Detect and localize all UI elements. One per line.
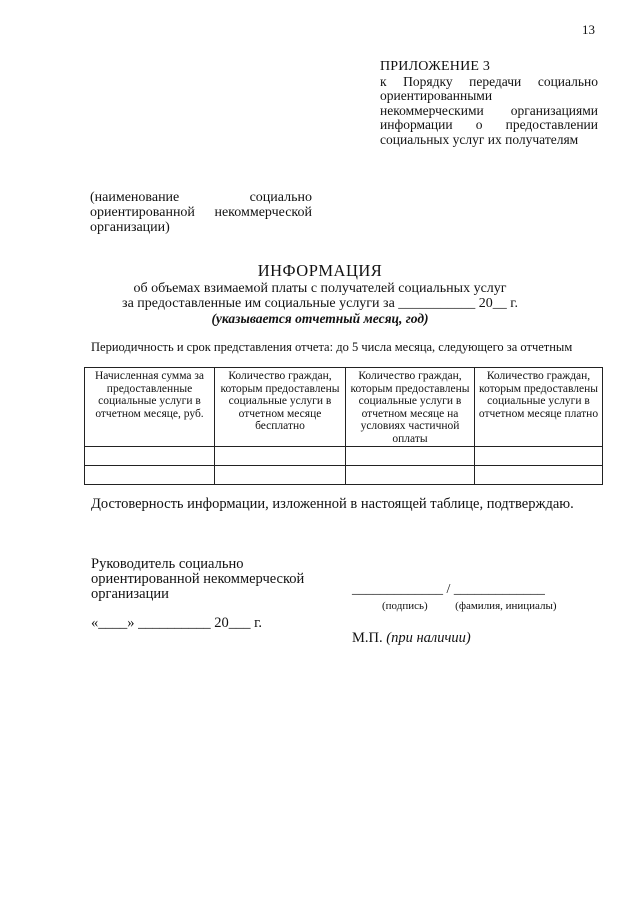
stamp-prefix: М.П. xyxy=(352,630,383,646)
table-cell[interactable] xyxy=(475,466,603,485)
table-row xyxy=(85,447,603,466)
appendix-title: ПРИЛОЖЕНИЕ 3 xyxy=(380,59,491,74)
table-cell[interactable] xyxy=(215,447,346,466)
stamp-note: (при наличии) xyxy=(386,630,471,646)
subtitle-line-2: за предоставленные им социальные услуги за ___________ 20__ г. xyxy=(122,296,518,311)
table-cell[interactable] xyxy=(215,466,346,485)
report-table xyxy=(84,367,603,485)
date-line: «____» __________ 20___ г. xyxy=(91,615,263,631)
table-cell[interactable] xyxy=(85,466,215,485)
table-header-row xyxy=(85,368,603,447)
subtitle-hint: (указывается отчетный месяц, год) xyxy=(211,311,429,326)
subtitle-line-1: об объемах взимаемой платы с получателей социальных услуг xyxy=(133,281,507,296)
document-subtitle xyxy=(0,281,640,326)
periodicity-text: Периодичность и срок представления отчета: до 5 числа месяца, следующего за отчетным xyxy=(91,340,573,354)
appendix-text: к Порядку передачи социально ориентированными некоммерческими организациями информации о предоставлении социальных услуг их получателям xyxy=(380,73,598,147)
column-header-paid: Количество граждан, которым предоставлены социальные услуги в отчетном месяце платно xyxy=(475,368,603,447)
signature-labels xyxy=(382,600,557,612)
signature-label-sign: (подпись) xyxy=(382,600,428,612)
head-signature-label: Руководитель социально ориентированной некоммерческой организации xyxy=(91,556,305,602)
table-cell[interactable] xyxy=(346,466,475,485)
table-cell[interactable] xyxy=(85,447,215,466)
column-header-partial: Количество граждан, которым предоставлены социальные услуги в отчетном месяце на условиях частичной оплаты xyxy=(346,368,475,447)
table-cell[interactable] xyxy=(346,447,475,466)
organization-name-label: (наименование социально ориентированной некоммерческой организации) xyxy=(90,190,312,235)
page-number: 13 xyxy=(582,22,595,37)
table-row xyxy=(85,466,603,485)
signature-line: _____________ / _____________ xyxy=(352,582,545,597)
table-cell[interactable] xyxy=(475,447,603,466)
document-title: ИНФОРМАЦИЯ xyxy=(257,261,383,280)
column-header-free: Количество граждан, которым предоставлены социальные услуги в отчетном месяце бесплатно xyxy=(215,368,346,447)
column-header-amount: Начисленная сумма за предоставленные социальные услуги в отчетном месяце, руб. xyxy=(85,368,215,447)
signature-label-name: (фамилия, инициалы) xyxy=(455,600,557,612)
stamp-placeholder xyxy=(352,630,471,647)
appendix-block xyxy=(380,60,598,147)
certification-text: Достоверность информации, изложенной в настоящей таблице, подтверждаю. xyxy=(91,496,574,512)
